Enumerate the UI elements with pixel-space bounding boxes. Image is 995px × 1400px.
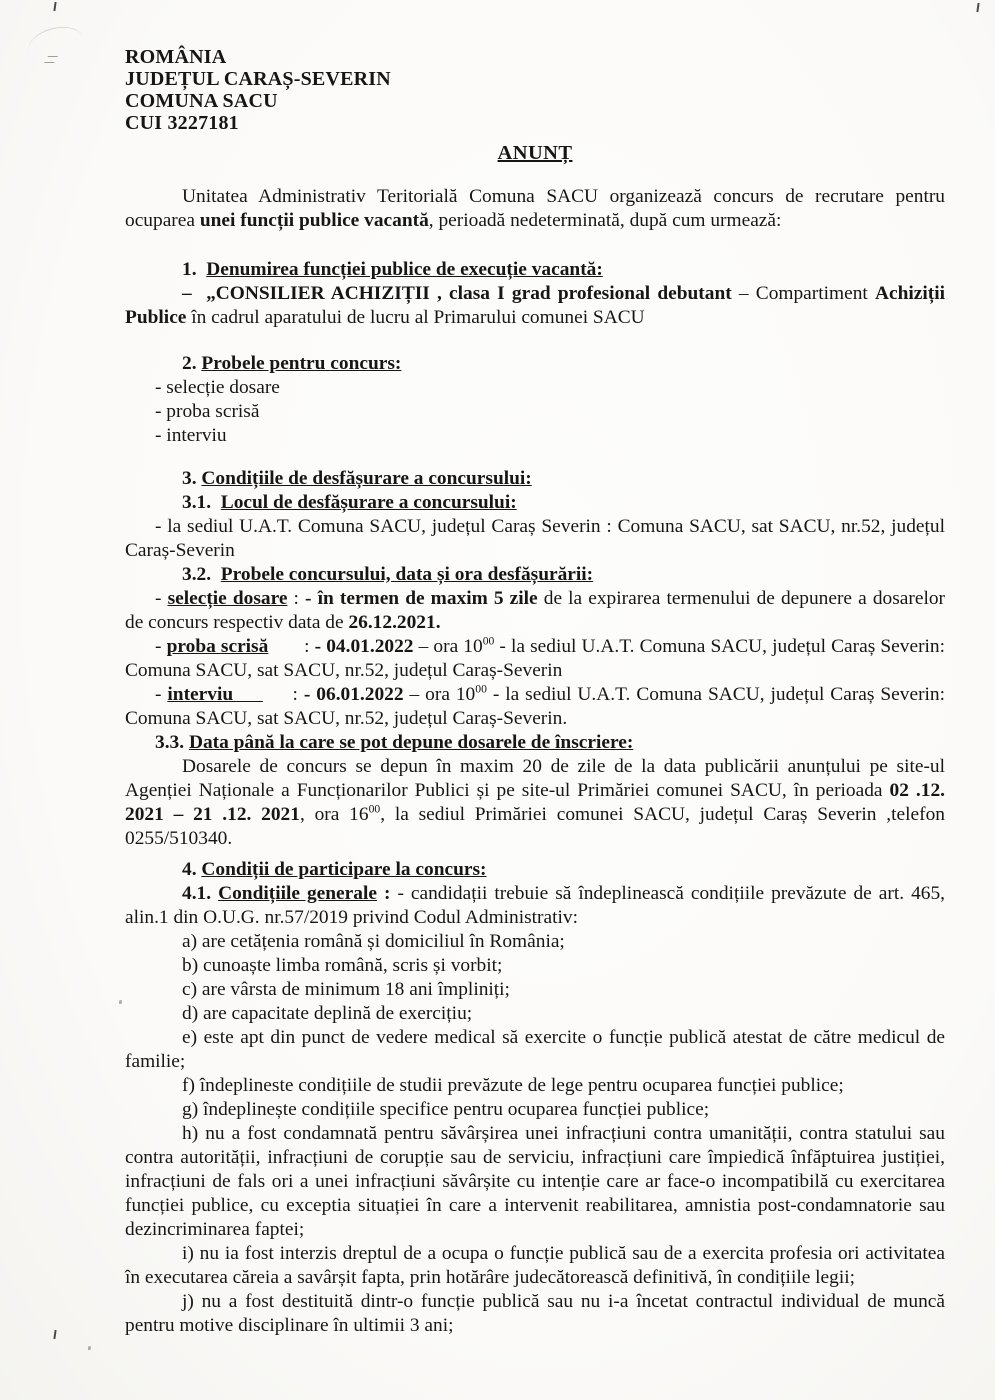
scan-artifact: [25, 21, 83, 51]
scan-artifact: [53, 2, 56, 11]
condition-item-a: a) are cetățenia română și domiciliul în România;: [182, 931, 565, 952]
letterhead-line-country: ROMÂNIA: [125, 46, 227, 68]
letterhead-line-cui: CUI 3227181: [125, 112, 239, 134]
exam-stage-item-scrisa: - proba scrisă: [155, 401, 260, 422]
section-3-3-body: Dosarele de concurs se depun în maxim 20 de zile de la data publicării anunțului pe site-ul Agenției Naționale a Funcționarilor Publici și pe site-ul Primăriei comunei SACU, în perioada 02 .12. 2021 – 21 .12. 2021, ora $16^{00}$, la sediul Primăriei comunei SACU, județul Caraș Severin ,telefon 0255/510340.: [125, 756, 945, 849]
letterhead-line-commune: COMUNA SACU: [125, 90, 278, 112]
scan-artifact: [119, 1000, 122, 1004]
section-3-1-body: - la sediul U.A.T. Comuna SACU, județul Caraș Severin : Comuna SACU, sat SACU, nr.52, județul Caraș-Severin: [125, 516, 945, 561]
exam-stage-item-dosare: - selecție dosare: [155, 377, 280, 398]
section-1-heading: 1. Denumirea funcției publice de execuție vacantă:: [182, 259, 603, 280]
condition-item-j: j) nu a fost destituită dintr-o funcție publică sau nu i-a încetat contractul individual de muncă pentru motive disciplinare în ultimii 3 ani;: [125, 1291, 945, 1336]
section-1-body: – „CONSILIER ACHIZIȚII , clasa I grad profesional debutant – Compartiment Achiziții Publice în cadrul aparatului de lucru al Primarului comunei SACU: [125, 283, 945, 328]
document-title-text: ANUNȚ: [497, 142, 573, 164]
section-3-2-heading: 3.2. Probele concursului, data și ora desfășurării:: [182, 564, 594, 585]
condition-item-d: d) are capacitate deplină de exercițiu;: [182, 1003, 473, 1024]
section-2-heading: 2. Probele pentru concurs:: [182, 353, 402, 374]
exam-stage-item-interviu: - interviu: [155, 425, 227, 446]
condition-item-h: h) nu a fost condamnată pentru săvârșirea unei infracțiuni contra umanității, contra statului sau contra autorității, infracțiuni de corupție sau de serviciu, infracțiuni care împiedică înfăptuirea justiției, infracțiuni de fals ori a unei infracțiuni săvârșite cu intenție care ar face-o incompatibilă cu exercitarea funcției publice, cu exceptia situației în care a intervenit reabilitarea, amnistia post-condamnatorie sau dezincriminarea faptei;: [125, 1123, 945, 1240]
section-3-3-heading: 3.3. Data până la care se pot depune dosarele de înscriere:: [155, 732, 634, 753]
scan-artifact: [44, 56, 58, 63]
letterhead: [125, 46, 945, 134]
scan-artifact: [88, 1346, 91, 1350]
condition-item-g: g) îndeplinește condițiile specifice pentru ocuparea funcției publice;: [182, 1099, 710, 1120]
scan-artifact: [976, 3, 979, 12]
intro-paragraph: Unitatea Administrativ Teritorială Comuna SACU organizează concurs de recrutare pentru ocuparea unei funcții publice vacantă, perioadă nedeterminată, după cum urmează:: [125, 186, 945, 231]
document-content: [125, 46, 945, 1338]
section-3-2-dosare: - selecție dosare : - în termen de maxim 5 zile de la expirarea termenului de depunere a dosarelor de concurs respectiv data de 26.12.2021.: [125, 588, 945, 633]
section-4-1-body: 4.1. Condițiile generale : - candidații trebuie să îndeplinească condițiile prevăzute de art. 465, alin.1 din O.U.G. nr.57/2019 privind Codul Administrativ:: [125, 883, 945, 928]
condition-item-i: i) nu ia fost interzis dreptul de a ocupa o funcție publică sau de a exercita profesia ori activitatea în executarea căreia a savârșit fapta, prin hotărâre judecătorească definitivă, în condițiile legii;: [125, 1243, 945, 1288]
document-title: [125, 141, 945, 165]
section-3-2-proba-scrisa: - proba scrisă : - 04.01.2022 – ora $10^{00}$ - la sediul U.A.T. Comuna SACU, județul Caraș Severin: Comuna SACU, sat SACU, nr.52, județul Caraș-Severin: [125, 634, 945, 681]
condition-item-f: f) îndeplineste condițiile de studii prevăzute de lege pentru ocuparea funcției publice;: [182, 1075, 844, 1096]
section-3-2-interviu: - interviu : - 06.01.2022 – ora $10^{00}$ - la sediul U.A.T. Comuna SACU, județul Caraș Severin: Comuna SACU, sat SACU, nr.52, județul Caraș-Severin.: [125, 682, 946, 729]
condition-item-c: c) are vârsta de minimum 18 ani împliniți;: [182, 979, 510, 1000]
condition-item-b: b) cunoaște limba română, scris și vorbit;: [182, 955, 503, 976]
condition-item-e: e) este apt din punct de vedere medical să exercite o funcție publică atestat de către medicul de familie;: [125, 1027, 945, 1072]
section-4-heading: 4. Condiții de participare la concurs:: [182, 859, 487, 880]
section-3-heading: 3. Condițiile de desfășurare a concursului:: [182, 468, 532, 489]
scan-artifact: [53, 1330, 56, 1339]
letterhead-line-county: JUDEȚUL CARAȘ-SEVERIN: [125, 68, 391, 90]
section-3-1-heading: 3.1. Locul de desfășurare a concursului:: [182, 492, 517, 513]
